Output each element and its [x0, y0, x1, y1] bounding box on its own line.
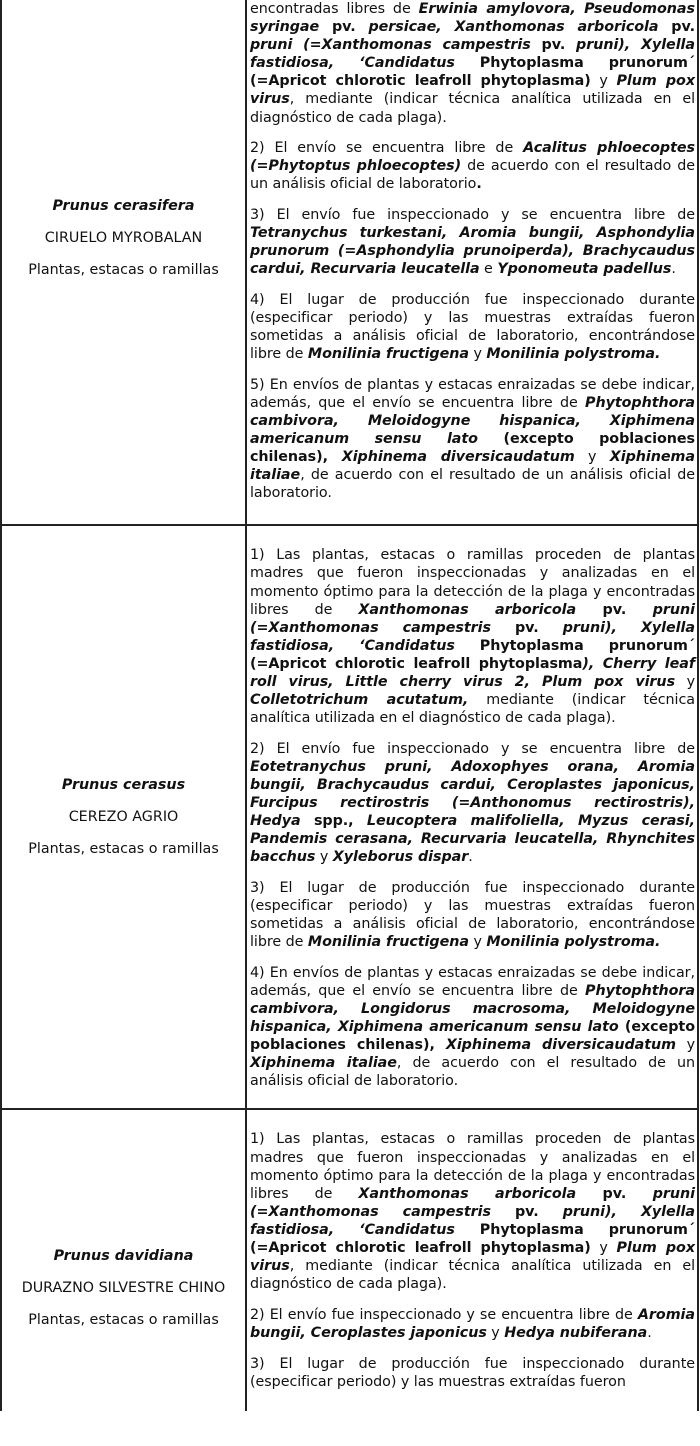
- pest-name-text: ), Cherry leaf roll virus, Little cherry virus 2, Plum pox virus: [250, 655, 695, 690]
- pest-name-text: pruni), Xylella fastidiosa, ‘Candidatus: [250, 619, 695, 654]
- requirement-paragraph: [250, 1355, 695, 1391]
- requirement-text: 4) El lugar de producción fue inspeccionado durante (especificar periodo) y las muestras extraídas fueron sometidas a análisis oficial de laboratorio, encontrándose libre de: [250, 291, 695, 363]
- species-cell: [2, 0, 247, 524]
- pest-name-text: Phytoplasma prunorum´ (=Apricot chlorotic leafroll phytoplasma: [250, 637, 695, 672]
- table-row: [2, 0, 697, 526]
- pest-name-text: Hedya nubiferana: [504, 1324, 648, 1341]
- requirement-paragraph: [250, 879, 695, 951]
- table-row: [2, 526, 697, 1110]
- requirement-text: , de acuerdo con el resultado de un análisis oficial de laboratorio.: [250, 467, 695, 502]
- pest-name-text: Xyleborus dispar: [332, 849, 469, 866]
- requirement-paragraph: [250, 1306, 695, 1342]
- requirement-text: 2) El envío se encuentra libre de: [250, 140, 524, 157]
- pest-name-text: Monilinia polystroma.: [486, 934, 661, 951]
- pest-name-text: spp.,: [300, 813, 367, 830]
- material-type: Plantas, estacas o ramillas: [28, 261, 219, 278]
- requirement-text: , de acuerdo con el resultado de un análisis oficial de laboratorio.: [250, 1055, 695, 1090]
- requirement-text: y: [676, 1037, 695, 1054]
- requirement-text: 3) El lugar de producción fue inspeccionado durante (especificar periodo) y las muestras extraídas fueron: [250, 1355, 695, 1390]
- requirement-text: 3) El lugar de producción fue inspeccionado durante (especificar periodo) y las muestras extraídas fueron sometidas a análisis oficial de laboratorio, encontrándose libre de: [250, 879, 695, 951]
- species-name: Prunus cerasifera: [52, 197, 195, 214]
- common-name: CEREZO AGRIO: [68, 808, 179, 825]
- requirement-paragraph: [250, 1130, 695, 1293]
- pest-name-text: Xanthomonas arboricola: [358, 601, 577, 618]
- requirement-text: encontradas libres de: [250, 1, 419, 17]
- pest-name-text: pv.: [490, 1203, 563, 1220]
- material-type: Plantas, estacas o ramillas: [28, 840, 219, 857]
- requirement-text: e: [479, 261, 498, 278]
- requirements-cell: [247, 1110, 697, 1410]
- pest-name-text: Yponomeuta padellus: [497, 261, 672, 278]
- pest-name-text: persicae, Xanthomonas arboricola: [368, 19, 659, 36]
- species-name: Prunus cerasus: [61, 776, 186, 793]
- requirement-text: y: [675, 674, 696, 690]
- requirement-text: mediante (indicar técnica analítica utilizada en el diagnóstico de cada plaga).: [250, 692, 695, 727]
- requirement-text: 3) El envío fue inspeccionado y se encuentra libre de: [250, 206, 695, 223]
- pest-name-text: Xiphinema italiae: [250, 1055, 397, 1072]
- requirement-text: , mediante (indicar técnica analítica utilizada en el diagnóstico de cada plaga).: [250, 91, 695, 126]
- requirement-paragraph: [250, 0, 695, 127]
- common-name: DURAZNO SILVESTRE CHINO: [21, 1280, 226, 1297]
- pest-name-text: pv.: [319, 19, 369, 36]
- requirement-text: 2) El envío fue inspeccionado y se encuentra libre de: [250, 740, 695, 757]
- common-name: CIRUELO MYROBALAN: [44, 229, 203, 246]
- requirement-paragraph: [250, 376, 695, 503]
- species-cell: [2, 526, 247, 1108]
- material-type: Plantas, estacas o ramillas: [28, 1312, 219, 1329]
- pest-name-text: pruni), Xylella fastidiosa, ‘Candidatus: [250, 37, 696, 72]
- requirement-text: 1) Las plantas, estacas o ramillas proceden de plantas madres que fueron inspeccionadas y analizadas en el momento óptimo para la detección de la plaga y encontradas libres de: [250, 547, 695, 618]
- requirement-text: .: [468, 849, 473, 866]
- requirement-text: y: [468, 934, 487, 951]
- requirement-paragraph: [250, 206, 695, 278]
- species-name: Prunus davidiana: [53, 1248, 194, 1265]
- pest-name-text: Aromia bungii, Ceroplastes japonicus: [250, 1306, 695, 1341]
- pest-name-text: Phytophthora cambivora, Longidorus macrosoma, Meloidogyne hispanica, Xiphimena americanum sensu lato: [250, 982, 695, 1036]
- pest-name-text: Acalitus phloecoptes (=Phytoptus phloecoptes): [250, 140, 695, 175]
- pest-name-text: Leucoptera malifoliella, Myzus cerasi, Pandemis cerasana, Recurvaria leucatella, Rhynchites bacchus: [250, 813, 695, 866]
- requirement-text: y: [315, 849, 333, 866]
- pest-name-text: pruni (=Xanthomonas campestris: [250, 37, 531, 54]
- pest-name-text: Phytophthora cambivora, Meloidogyne hispanica, Xiphimena americanum sensu lato: [250, 394, 695, 447]
- pest-name-text: Phytoplasma prunorum´ (=Apricot chlorotic leafroll phytoplasma): [250, 55, 695, 90]
- requirement-paragraph: [250, 139, 695, 193]
- pest-name-text: Monilinia fructigena: [307, 346, 469, 363]
- pest-name-text: Erwinia amylovora, Pseudomonas syringae: [250, 1, 695, 36]
- pest-name-text: pv.: [490, 619, 563, 636]
- pest-name-text: Phytoplasma prunorum´ (=Apricot chlorotic leafroll phytoplasma): [250, 1221, 695, 1257]
- requirement-paragraph: [250, 740, 695, 867]
- pest-name-text: pruni (=Xanthomonas campestris: [250, 1185, 695, 1220]
- requirement-text: y: [590, 73, 617, 90]
- requirement-text: .: [647, 1324, 652, 1341]
- pest-name-text: pruni), Xylella fastidiosa, ‘Candidatus: [250, 1203, 695, 1238]
- requirement-text: 1) Las plantas, estacas o ramillas proceden de plantas madres que fueron inspeccionadas y analizadas en el momento óptimo para la detección de la plaga y encontradas libres de: [250, 1131, 695, 1202]
- pest-name-text: Colletotrichum acutatum,: [250, 692, 469, 709]
- pest-name-text: pv.: [658, 19, 695, 36]
- requirements-cell: [247, 526, 697, 1108]
- requirement-text: 4) En envíos de plantas y estacas enraizadas se debe indicar, además, que el envío se encuentra libre de: [250, 964, 695, 999]
- pest-name-text: Xiphinema italiae: [250, 449, 695, 484]
- requirement-text: 5) En envíos de plantas y estacas enraizadas se debe indicar, además, que el envío se encuentra libre de: [250, 376, 695, 411]
- pest-name-text: Monilinia fructigena: [307, 934, 469, 951]
- species-cell: [2, 1110, 247, 1410]
- pest-name-text: Xanthomonas arboricola: [358, 1185, 577, 1202]
- pest-name-text: Eotetranychus pruni, Adoxophyes orana, Aromia bungii, Brachycaudus cardui, Ceroplastes japonicus, Furcipus rectirostris (=Anthonomus rectirostris), Hedya: [250, 758, 695, 830]
- pest-name-text: Plum pox virus: [250, 73, 695, 108]
- requirements-cell: [247, 0, 697, 524]
- pest-name-text: Monilinia polystroma.: [486, 346, 661, 363]
- pest-name-text: pv.: [576, 1185, 653, 1202]
- requirement-paragraph: [250, 964, 695, 1091]
- pest-name-text: pv.: [530, 37, 577, 54]
- requirement-paragraph: [250, 291, 695, 363]
- table-row: [2, 1110, 697, 1410]
- pest-name-text: Xiphinema diversicaudatum: [341, 449, 575, 466]
- requirement-text: .: [671, 261, 676, 278]
- requirement-text: 2) El envío fue inspeccionado y se encuentra libre de: [250, 1306, 638, 1323]
- requirement-paragraph: [250, 546, 695, 727]
- pest-name-text: Tetranychus turkestani, Aromia bungii, Asphondylia prunorum (=Asphondylia prunoiperda), Brachycaudus cardui, Recurvaria leucatella: [250, 225, 695, 278]
- pest-name-text: (excepto poblaciones chilenas),: [250, 1019, 695, 1054]
- pest-name-text: Plum pox virus: [250, 1240, 695, 1275]
- pest-name-text: pv.: [576, 601, 653, 618]
- pest-name-text: .: [476, 176, 482, 193]
- requirement-text: de acuerdo con el resultado de un análisis oficial de laboratorio: [250, 158, 695, 193]
- requirement-text: y: [590, 1240, 617, 1257]
- requirement-text: y: [468, 346, 487, 363]
- requirement-text: y: [486, 1324, 505, 1341]
- pest-name-text: pruni (=Xanthomonas campestris: [250, 601, 695, 636]
- pest-name-text: (excepto poblaciones chilenas),: [250, 430, 695, 466]
- requirement-text: , mediante (indicar técnica analítica utilizada en el diagnóstico de cada plaga).: [250, 1258, 695, 1293]
- pest-name-text: Xiphinema diversicaudatum: [445, 1037, 677, 1054]
- requirement-text: y: [574, 449, 610, 466]
